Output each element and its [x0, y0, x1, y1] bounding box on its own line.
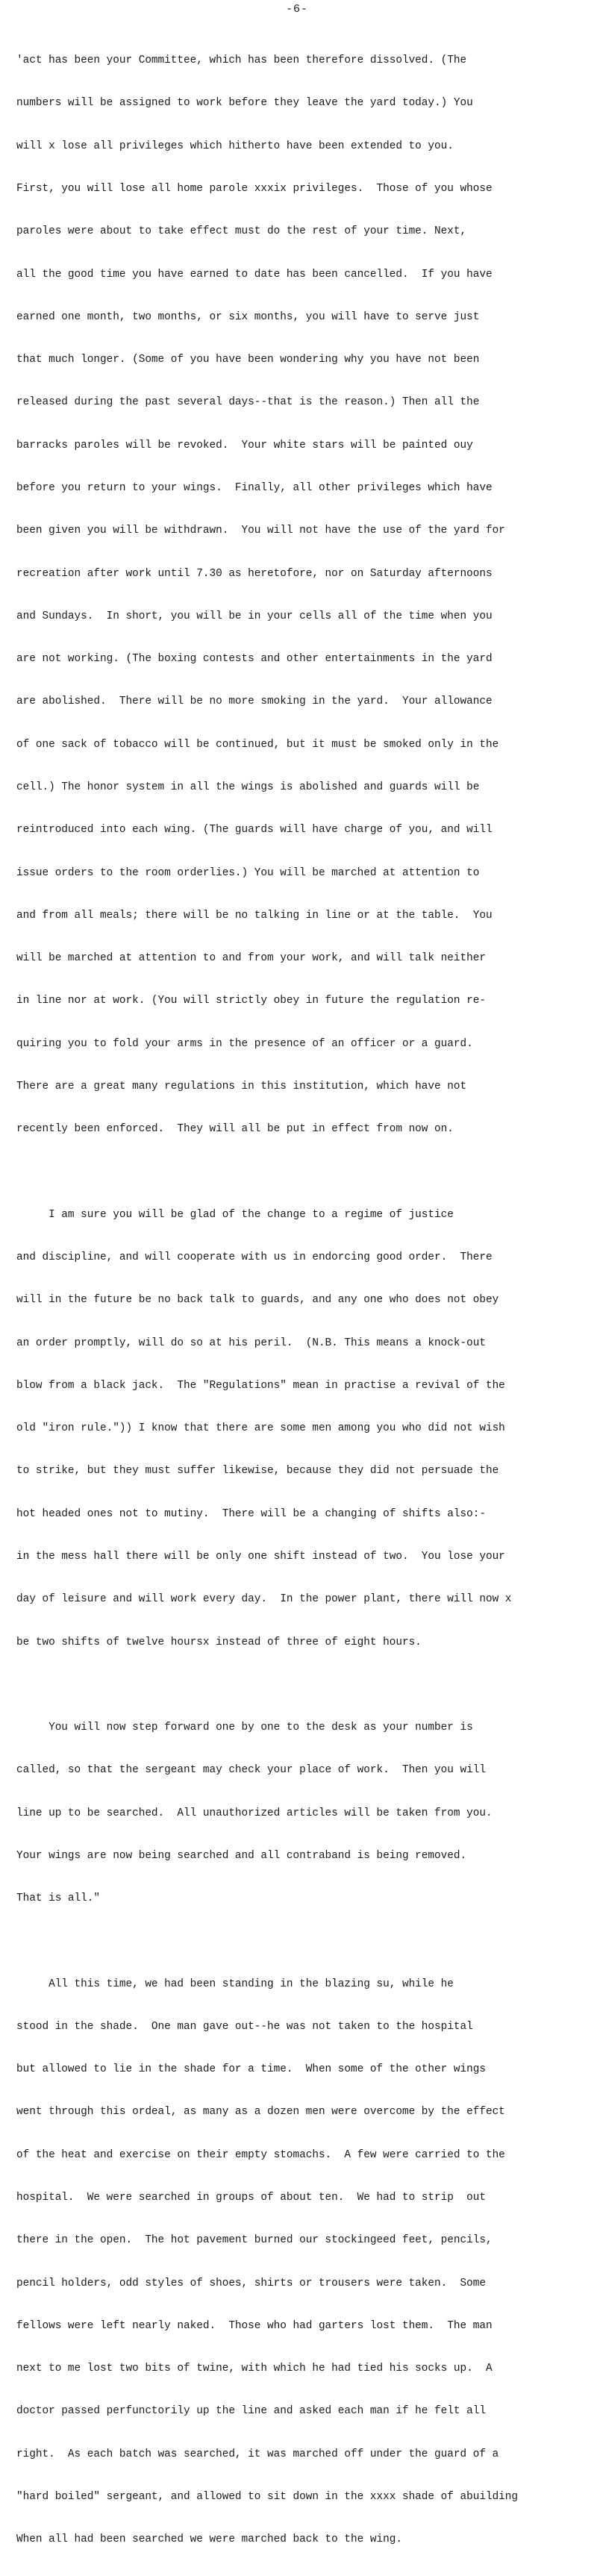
text-line: line up to be searched. All unauthorized articles will be taken from you.	[16, 1807, 493, 1819]
text-line: paroles were about to take effect must do the rest of your time. Next,	[16, 225, 467, 238]
text-line: "hard boiled" sergeant, and allowed to sit down in the xxxx shade of abuilding	[16, 2490, 519, 2503]
text-line: will in the future be no back talk to guards, and any one who does not obey	[16, 1294, 499, 1307]
paragraph-gap	[16, 1166, 578, 1180]
text-line: recreation after work until 7.30 as heretofore, nor on Saturday afternoons	[16, 567, 493, 580]
text-line: be two shifts of twelve hoursx instead of three of eight hours.	[16, 1636, 422, 1648]
text-line: but allowed to lie in the shade for a time. When some of the other wings	[16, 2063, 486, 2076]
text-line: barracks paroles will be revoked. Your white stars will be painted ouy	[16, 439, 473, 451]
text-line: quiring you to fold your arms in the presence of an officer or a guard.	[16, 1037, 473, 1050]
paragraph-gap	[16, 1678, 578, 1692]
text-line: cell.) The honor system in all the wings is abolished and guards will be	[16, 781, 480, 793]
text-line: released during the past several days--that is the reason.) Then all the	[16, 396, 480, 409]
paragraph-4	[16, 1948, 578, 2575]
text-line: numbers will be assigned to work before they leave the yard today.) You	[16, 97, 473, 110]
text-line: and discipline, and will cooperate with us in endorcing good order. There	[16, 1251, 493, 1263]
paragraph-1	[16, 25, 578, 1166]
text-line: You will now step forward one by one to the desk as your number is	[16, 1721, 473, 1734]
text-line: There are a great many regulations in this institution, which have not	[16, 1080, 467, 1092]
text-line: 'act has been your Committee, which has been therefore dissolved. (The	[16, 54, 467, 67]
text-line: issue orders to the room orderlies.) You will be marched at attention to	[16, 866, 480, 879]
text-line: fellows were left nearly naked. Those who had garters lost them. The man	[16, 2319, 493, 2332]
text-line: hot headed ones not to mutiny. There will be a changing of shifts also:-	[16, 1507, 486, 1520]
text-line: right. As each batch was searched, it was marched off under the guard of a	[16, 2448, 499, 2460]
text-line: hospital. We were searched in groups of about ten. We had to strip out	[16, 2191, 486, 2204]
text-line: stood in the shade. One man gave out--he was not taken to the hospital	[16, 2020, 473, 2033]
text-line: I am sure you will be glad of the change to a regime of justice	[16, 1208, 454, 1221]
text-line: reintroduced into each wing. (The guards will have charge of you, and will	[16, 824, 493, 837]
text-line: of the heat and exercise on their empty stomachs. A few were carried to the	[16, 2148, 505, 2161]
text-line: doctor passed perfunctorily up the line and asked each man if he felt all	[16, 2405, 486, 2418]
text-line: All this time, we had been standing in the blazing su, while he	[16, 1978, 454, 1990]
text-line: recently been enforced. They will all be put in effect from now on.	[16, 1123, 454, 1136]
text-line: day of leisure and will work every day. In the power plant, there will now x	[16, 1593, 512, 1606]
text-line: earned one month, two months, or six months, you will have to serve just	[16, 310, 480, 323]
text-line: First, you will lose all home parole xxxix privileges. Those of you whose	[16, 183, 493, 196]
text-line: are not working. (The boxing contests and other entertainments in the yard	[16, 653, 493, 666]
paragraph-gap	[16, 1934, 578, 1948]
text-line: When all had been searched we were marched back to the wing.	[16, 2533, 402, 2546]
text-line: that much longer. (Some of you have been wondering why you have not been	[16, 354, 480, 366]
text-line: pencil holders, odd styles of shoes, shirts or trousers were taken. Some	[16, 2277, 486, 2289]
text-line: in the mess hall there will be only one shift instead of two. You lose your	[16, 1550, 505, 1563]
text-line: will x lose all privileges which hitherto have been extended to you.	[16, 140, 454, 152]
text-line: next to me lost two bits of twine, with which he had tied his socks up. A	[16, 2363, 493, 2375]
text-line: to strike, but they must suffer likewise, because they did not persuade the	[16, 1465, 499, 1478]
text-line: blow from a black jack. The "Regulations" mean in practise a revival of the	[16, 1379, 505, 1392]
text-line: of one sack of tobacco will be continued, but it must be smoked only in the	[16, 738, 499, 751]
text-line: and from all meals; there will be no talking in line or at the table. You	[16, 909, 493, 922]
text-line: are abolished. There will be no more smoking in the yard. Your allowance	[16, 695, 493, 708]
text-line: Your wings are now being searched and all contraband is being removed.	[16, 1849, 467, 1862]
paragraph-3	[16, 1692, 578, 1935]
text-line: and Sundays. In short, you will be in your cells all of the time when you	[16, 610, 493, 622]
text-line: before you return to your wings. Finally, all other privileges which have	[16, 482, 493, 494]
text-line: That is all."	[16, 1892, 101, 1905]
text-line: called, so that the sergeant may check your place of work. Then you will	[16, 1764, 486, 1777]
text-line: an order promptly, will do so at his peril. (N.B. This means a knock-out	[16, 1337, 486, 1349]
text-line: in line nor at work. (You will strictly obey in future the regulation re-	[16, 995, 486, 1007]
text-line: will be marched at attention to and from your work, and will talk neither	[16, 952, 486, 965]
text-line: all the good time you have earned to date has been cancelled. If you have	[16, 268, 493, 281]
text-line: been given you will be withdrawn. You will not have the use of the yard for	[16, 525, 505, 537]
text-line: old "iron rule.")) I know that there are some men among you who did not wish	[16, 1422, 505, 1435]
text-line: went through this ordeal, as many as a dozen men were overcome by the effect	[16, 2106, 505, 2119]
text-line: there in the open. The hot pavement burned our stockingeed feet, pencils,	[16, 2234, 493, 2247]
page-number: -6-	[285, 3, 308, 16]
paragraph-2	[16, 1180, 578, 1678]
